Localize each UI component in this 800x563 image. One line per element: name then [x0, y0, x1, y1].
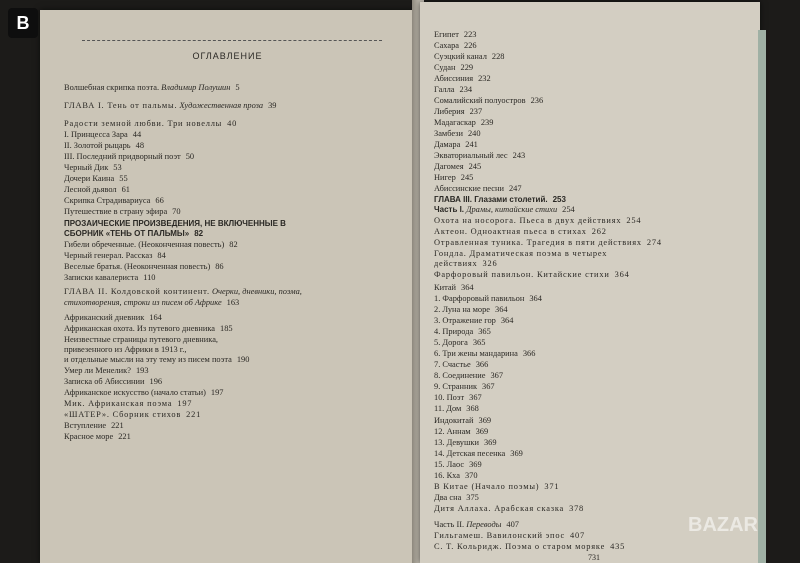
toc-entry: 11. Дом 368 [434, 404, 479, 413]
toc-entry: Гильгамеш. Вавилонский эпос 407 [434, 531, 585, 540]
toc-entry: Волшебная скрипка поэта. Владимир Полушин 5 [64, 83, 240, 92]
toc-entry: 8. Соединение 367 [434, 371, 504, 380]
toc-entry: Дагомея 245 [434, 162, 482, 171]
toc-entry: Нигер 245 [434, 173, 474, 182]
toc-entry: I. Принцесса Зара 44 [64, 130, 142, 139]
toc-entry: привезенного из Африки в 1913 г., [64, 345, 187, 354]
toc-entry: 13. Девушки 369 [434, 438, 497, 447]
toc-entry: Индокитай 369 [434, 416, 492, 425]
toc-entry: Экваториальный лес 243 [434, 151, 526, 160]
toc-entry: Судан 229 [434, 63, 474, 72]
part-heading: Часть I. Драмы, китайские стихи 254 [434, 205, 575, 214]
corner-badge: B [8, 8, 38, 38]
toc-entry: Путешествие в страну эфира 70 [64, 207, 181, 216]
toc-entry: Записка об Абиссинии 196 [64, 377, 163, 386]
toc-entry: Черный Дик 53 [64, 163, 122, 172]
toc-entry: 5. Дорога 365 [434, 338, 486, 347]
toc-entry: Отравленная туника. Трагедия в пяти действиях 274 [434, 238, 662, 247]
toc-entry: Актеон. Одноактная пьеса в стихах 262 [434, 227, 607, 236]
watermark-logo: BAZAR [688, 514, 758, 536]
toc-entry: 14. Детская песенка 369 [434, 449, 523, 458]
toc-entry: 7. Счастье 366 [434, 360, 489, 369]
header-rule [82, 40, 382, 41]
section-heading: ПРОЗАИЧЕСКИЕ ПРОИЗВЕДЕНИЯ, НЕ ВКЛЮЧЕННЫЕ В [64, 219, 286, 228]
toc-entry: Неизвестные страницы путевого дневника, [64, 335, 219, 344]
toc-entry: «ШАТЕР». Сборник стихов 221 [64, 410, 202, 419]
toc-entry: Мадагаскар 239 [434, 118, 494, 127]
toc-entry: Суэцкий канал 228 [434, 52, 505, 61]
page-edge [758, 30, 766, 563]
part-heading: Часть II. Переводы 407 [434, 520, 519, 529]
toc-entry: 10. Поэт 367 [434, 393, 482, 402]
toc-entry: Африканская охота. Из путевого дневника 185 [64, 324, 233, 333]
toc-entry: 16. Кха 370 [434, 471, 478, 480]
toc-entry: Два сна 375 [434, 493, 479, 502]
toc-entry: и отдельные мысли на эту тему из писем поэта 190 [64, 355, 250, 364]
toc-entry: Египет 223 [434, 30, 477, 39]
toc-entry: Сомалийский полуостров 236 [434, 96, 544, 105]
toc-entry: III. Последний придворный поэт 50 [64, 152, 195, 161]
toc-entry: 4. Природа 365 [434, 327, 491, 336]
toc-entry: Охота на носорога. Пьеса в двух действиях 254 [434, 216, 642, 225]
section-heading: СБОРНИК «ТЕНЬ ОТ ПАЛЬМЫ» 82 [64, 229, 204, 238]
toc-entry: действиях 326 [434, 259, 498, 268]
toc-entry: Скрипка Страдивариуса 66 [64, 196, 164, 205]
toc-entry: Гибели обреченные. (Неоконченная повесть) 82 [64, 240, 238, 249]
toc-entry: Вступление 221 [64, 421, 124, 430]
toc-entry: II. Золотой рыцарь 48 [64, 141, 145, 150]
toc-entry: Африканский дневник 164 [64, 313, 162, 322]
toc-entry: 9. Странник 367 [434, 382, 495, 391]
toc-entry: Абиссиния 232 [434, 74, 491, 83]
toc-entry: С. Т. Кольридж. Поэма о старом моряке 435 [434, 542, 626, 551]
chapter-subtitle: стихотворения, строки из писем об Африке 163 [64, 298, 240, 307]
toc-entry: 15. Лаос 369 [434, 460, 482, 469]
toc-entry: Лесной дьявол 61 [64, 185, 130, 194]
toc-entry: Либерия 237 [434, 107, 483, 116]
toc-entry: Сахара 226 [434, 41, 477, 50]
chapter-heading: ГЛАВА III. Глазами столетий. 253 [434, 195, 566, 204]
toc-entry: 12. Аннам 369 [434, 427, 489, 436]
toc-entry: 2. Луна на море 364 [434, 305, 508, 314]
toc-entry: Замбези 240 [434, 129, 481, 138]
toc-entry: Мик. Африканская поэма 197 [64, 399, 193, 408]
toc-entry: Абиссинские песни 247 [434, 184, 522, 193]
toc-entry: Дамара 241 [434, 140, 478, 149]
toc-entry: Записки кавалериста 110 [64, 273, 156, 282]
toc-entry: Черный генерал. Рассказ 84 [64, 251, 166, 260]
toc-entry: 6. Три жены мандарина 366 [434, 349, 536, 358]
toc-entry: Дочери Каина 55 [64, 174, 128, 183]
chapter-heading: ГЛАВА I. Тень от пальмы. Художественная проза 39 [64, 101, 277, 110]
toc-entry: Красное море 221 [64, 432, 131, 441]
toc-entry: В Китае (Начало поэмы) 371 [434, 482, 560, 491]
toc-entry: Веселые братья. (Неоконченная повесть) 86 [64, 262, 224, 271]
toc-entry: Дитя Аллаха. Арабская сказка 378 [434, 504, 585, 513]
toc-entry: 1. Фарфоровый павильон 364 [434, 294, 542, 303]
toc-entry: Африканское искусство (начало статьи) 197 [64, 388, 224, 397]
toc-entry: 3. Отражение гор 364 [434, 316, 514, 325]
toc-entry: Радости земной любви. Три новеллы 40 [64, 119, 238, 128]
toc-entry: Гондла. Драматическая поэма в четырех [434, 249, 608, 258]
toc-entry: Умер ли Менелик? 193 [64, 366, 149, 375]
toc-entry: Фарфоровый павильон. Китайские стихи 364 [434, 270, 630, 279]
toc-title: ОГЛАВЛЕНИЕ [192, 51, 263, 61]
page-number: 731 [588, 553, 600, 562]
toc-entry: Китай 364 [434, 283, 474, 292]
chapter-heading: ГЛАВА II. Колдовской континент. Очерки, дневники, поэма, [64, 287, 302, 296]
toc-entry: Галла 234 [434, 85, 473, 94]
